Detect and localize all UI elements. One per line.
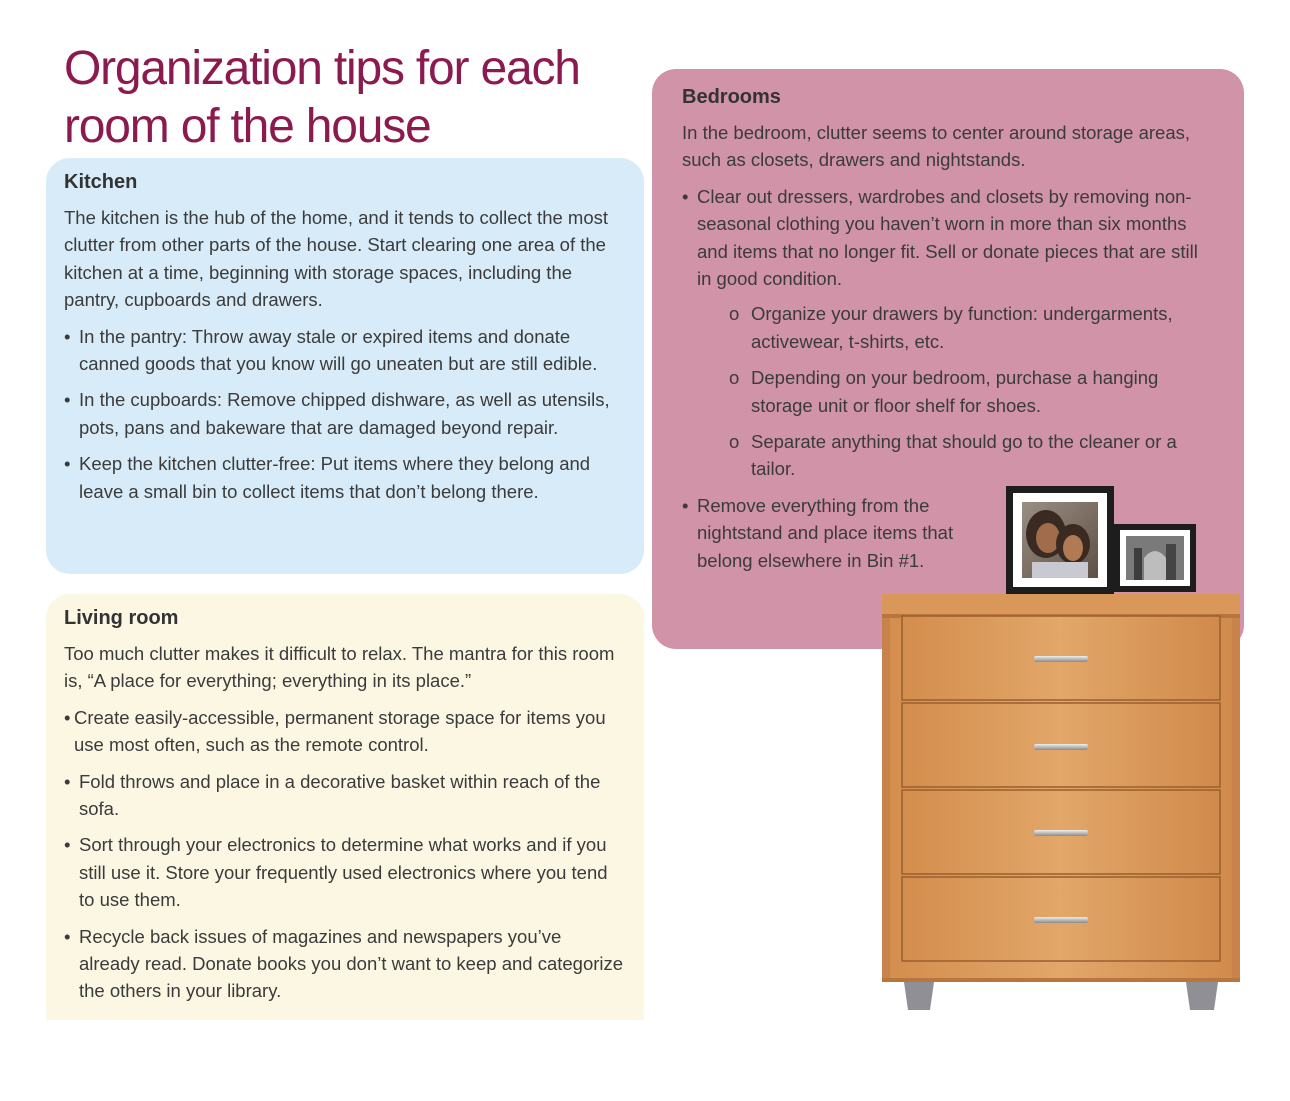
list-item-text: Create easily-accessible, permanent storage space for items you use most often, such as the remote control. [74, 706, 606, 756]
list-item [64, 450, 626, 505]
bullet-glyph: • [682, 494, 689, 516]
list-item-text: In the cupboards: Remove chipped dishware, as well as utensils, pots, pans and bakeware that are damaged beyond repair. [79, 389, 610, 438]
picture-frame-small [1114, 524, 1196, 592]
list-item [682, 183, 1214, 483]
bedrooms-heading: Bedrooms [682, 86, 781, 108]
list-item [64, 831, 626, 913]
bullet-glyph: • [64, 453, 71, 475]
sub-list-item-text: Separate anything that should go to the cleaner or a tailor. [751, 431, 1177, 480]
kitchen-heading: Kitchen [64, 171, 138, 193]
bullet-glyph: • [64, 770, 71, 792]
living-room-panel [46, 594, 644, 1020]
sub-list-item [697, 428, 1214, 483]
list-item [64, 323, 626, 378]
living-room-intro: Too much clutter makes it difficult to relax. The mantra for this room is, “A place for everything; everything in its place.” [64, 643, 615, 692]
list-item-text: In the pantry: Throw away stale or expired items and donate canned goods that you know will go uneaten but are still edible. [79, 325, 598, 375]
list-item-text: Recycle back issues of magazines and newspapers you’ve already read. Donate books you don’t want to keep and categorize the others in your library. [79, 925, 624, 1002]
living-room-heading: Living room [64, 607, 179, 629]
list-item [64, 704, 626, 759]
sub-list-item [697, 300, 1214, 355]
dresser-drawer [902, 703, 1220, 787]
kitchen-panel [46, 158, 644, 574]
kitchen-bullet-list [64, 323, 626, 505]
sub-bullet-glyph: o [729, 367, 740, 389]
bullet-glyph: • [64, 325, 71, 347]
list-item-text: Sort through your electronics to determine what works and if you still use it. Store your frequently used electronics where you tend to use them. [79, 834, 608, 911]
bullet-glyph: • [682, 185, 689, 207]
list-item-text: Fold throws and place in a decorative basket within reach of the sofa. [79, 770, 601, 820]
kitchen-intro: The kitchen is the hub of the home, and it tends to collect the most clutter from other parts of the house. Start clearing one area of the kitchen at a time, beginning with storage spaces, including the pantry, cupboards and drawers. [64, 207, 609, 311]
bedrooms-intro: In the bedroom, clutter seems to center around storage areas, such as closets, drawers and nightstands. [682, 122, 1191, 171]
page-title: Organization tips for each room of the house [64, 42, 580, 153]
sub-list-item [697, 364, 1214, 419]
bullet-glyph: • [64, 389, 71, 411]
living-room-bullet-list [64, 704, 626, 1005]
sub-list-item-text: Organize your drawers by function: undergarments, activewear, t-shirts, etc. [751, 303, 1173, 352]
dresser-drawer [902, 790, 1220, 874]
picture-frame-large [1006, 486, 1114, 594]
list-item [64, 386, 626, 441]
bullet-glyph: • [64, 706, 71, 728]
list-item-text: Clear out dressers, wardrobes and closets by removing non-seasonal clothing you haven’t worn in more than six months and items that no longer fit. Sell or donate pieces that are still in good condition. [697, 185, 1198, 290]
list-item [64, 768, 626, 823]
list-item-text: Keep the kitchen clutter-free: Put items where they belong and leave a small bin to collect items that don’t belong there. [79, 453, 591, 502]
bedrooms-sub-list [697, 300, 1214, 482]
dresser-body [882, 594, 1240, 1010]
sub-bullet-glyph: o [729, 431, 740, 453]
sub-list-item-text: Depending on your bedroom, purchase a hanging storage unit or floor shelf for shoes. [751, 367, 1159, 416]
bullet-glyph: • [64, 834, 71, 856]
list-item [64, 923, 626, 1005]
dresser-drawer [902, 616, 1220, 700]
dresser-illustration [872, 478, 1252, 1018]
list-item-text: Remove everything from the nightstand and place items that belong elsewhere in Bin #1. [697, 494, 954, 571]
sub-bullet-glyph: o [729, 303, 740, 325]
bullet-glyph: • [64, 925, 71, 947]
dresser-drawer [902, 877, 1220, 961]
